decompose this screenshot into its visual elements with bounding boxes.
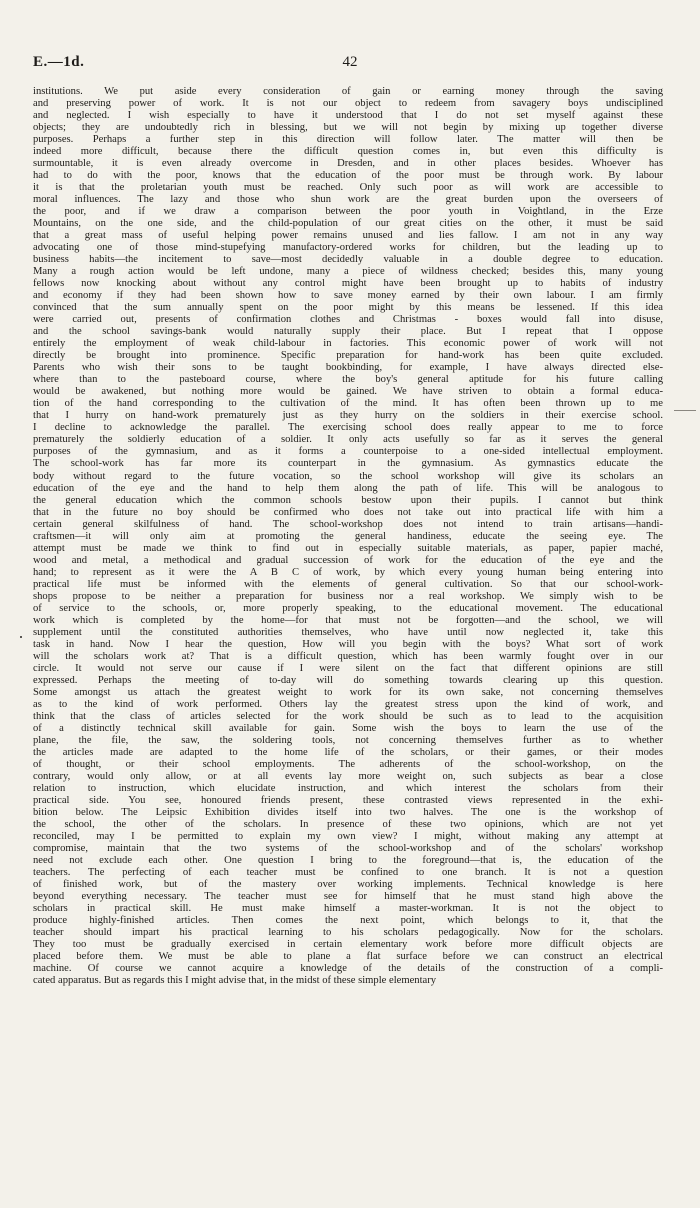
text-line: that in the future no boy should be confirmed who does not take out into practical life with him a <box>33 506 663 518</box>
text-line: relation to instruction, which elucidate instruction, and which interest the scholars from their <box>33 782 663 794</box>
text-line: expressed. Perhaps the meeting of to-day will do something towards clearing up this question. <box>33 674 663 686</box>
text-line: compromise, maintain that the two systems of the school-workshop and of the scholars' workshop <box>33 842 663 854</box>
text-line: prematurely the soldierly education of a soldier. It only acts usefully so far as it serves the general <box>33 434 663 446</box>
text-line: objects; they are undoubtedly rich in blessing, but we will not begin by mixing up together diverse <box>33 122 663 134</box>
text-line: craftsmen—it will only aim at promoting the general handiness, educate the seeing eye. The <box>33 530 663 542</box>
text-line: tion of the hand corresponding to the cultivation of the mind. It has often been thrown up to me <box>33 398 663 410</box>
body-text <box>33 86 663 987</box>
text-line: and preserving power of work. It is not our object to redeem from savagery boys undisciplined <box>33 98 663 110</box>
margin-mark <box>674 410 696 411</box>
text-line: of finished work, but of the mastery over working implements. Technical knowledge is here <box>33 879 663 891</box>
text-line: bition below. The Leipsic Exhibition divides itself into two halves. The one is the workshop of <box>33 806 663 818</box>
page-number: 42 <box>342 54 358 70</box>
margin-dot <box>20 636 22 638</box>
text-line: think that the class of articles selected for the work should be such as to lead to the acquisition <box>33 710 663 722</box>
text-line: practical side. You see, honoured friends present, these contrasted views represented in the exhi- <box>33 794 663 806</box>
text-line: teacher should impart his practical learning to his scholars pedagogically. Now for the scholars. <box>33 927 663 939</box>
text-line: convinced that the sum annually spent on the poor might by this means be lessened. If this idea <box>33 302 663 314</box>
text-line: as to the kind of work performed. Others lay the greatest stress upon the kind of work, and <box>33 698 663 710</box>
text-line: work which is completed by the home—for that must not be forgotten—and the school, we will <box>33 614 663 626</box>
text-line: circle. It would not serve our cause if I were silent on the fact that different opinions are still <box>33 662 663 674</box>
text-line: Some amongst us attach the greatest weight to work for its own sake, not concerning themselves <box>33 686 663 698</box>
text-line: They too must be gradually exercised in certain elementary work before more difficult objects are <box>33 939 663 951</box>
text-line: the articles made are adapted to the home life of the scholars, or their games, or their modes <box>33 746 663 758</box>
text-line: supplement until the constituted authorities themselves, who have until now neglected it, take this <box>33 626 663 638</box>
text-line: indeed more difficult, because there the difficult question comes in, but even this difficulty is <box>33 146 663 158</box>
text-line: certain general skilfulness of hand. The school-workshop does not intend to train artisans—handi- <box>33 518 663 530</box>
text-line: body without regard to the future vocation, so the school workshop will give its scholars an <box>33 470 663 482</box>
text-line: contrary, would only allow, or at all events lay more weight on, such subjects as bear a close <box>33 770 663 782</box>
text-line: Parents who wish their sons to be taught bookbinding, for example, I have always directed else- <box>33 362 663 374</box>
text-line: would be awakened, but nothing more would be gained. We have striven to obtain a formal educa- <box>33 386 663 398</box>
text-line: of service to the schools, or, more properly speaking, to the educational movement. The educational <box>33 602 663 614</box>
text-line: moral influences. The lazy and those who shun work are the great burden upon the overseers of <box>33 194 663 206</box>
text-line: of thought, or their school employments. The adherents of the school-workshop, on the <box>33 758 663 770</box>
text-line: it is that the proletarian youth must be reached. Only such poor as will work are accessible to <box>33 182 663 194</box>
text-line: the poor, and if we draw a comparison between the poor youth in Voightland, in the Erze <box>33 206 663 218</box>
text-line: task in hand. Now I hear the question, How will you begin with the boys? What sort of work <box>33 638 663 650</box>
text-line: the school, the other of the scholars. In presence of these two opinions, which are not yet <box>33 818 663 830</box>
text-line: and neglected. I wish especially to have it understood that I do not set myself against these <box>33 110 663 122</box>
text-line: placed before them. We must be able to plane a flat surface before we can construct an electrical <box>33 951 663 963</box>
text-line: were carried out, presents of confirmation clothes and Christmas - boxes would fall into disuse, <box>33 314 663 326</box>
text-line: purposes. Perhaps a further step in this direction will follow later. The matter will then be <box>33 134 663 146</box>
text-line: that I hurry on hand-work prematurely just as they hurry on the soldiers in their exercise school. <box>33 410 663 422</box>
text-line: attempt must be made we think to find out in especially suitable materials, as paper, papier maché, <box>33 542 663 554</box>
page-header <box>33 54 667 74</box>
text-line: The school-work has far more its counterpart in the gymnasium. As gymnastics educate the <box>33 458 663 470</box>
text-line: I decline to acknowledge the parallel. The exercising school does really appear to me to force <box>33 422 663 434</box>
document-reference: E.—1d. <box>33 54 85 70</box>
text-line: education of the eye and the hand to help them along the path of life. This will be analogous to <box>33 482 663 494</box>
text-line: hand; to represent as it were the A B C of work, by which every young human being entering into <box>33 566 663 578</box>
text-line: business habits—the incitement to save—most decidedly valuable in a double degree to education. <box>33 254 663 266</box>
text-line: Mountains, on the one side, and the child-population of our great cities on the other, it must be said <box>33 218 663 230</box>
text-line: that a great mass of useful helping power remains unused and lies fallow. I am not in any way <box>33 230 663 242</box>
text-line: directly be brought into prominence. Specific preparation for hand-work has been quite excluded. <box>33 350 663 362</box>
text-line: surmountable, it is even already overcome in Dresden, and in other places besides. Whoever has <box>33 158 663 170</box>
text-line: need not exclude each other. One question I bring to the foreground—that is, the education of the <box>33 855 663 866</box>
text-line: cated apparatus. But as regards this I might advise that, in the midst of these simple elementary <box>33 975 437 987</box>
text-line: reconciled, may I be permitted to explain my own view? I might, without making any attempt at <box>33 830 663 842</box>
text-line: will the scholars work at? That is a difficult question, which has been warmly fought over in our <box>33 650 663 662</box>
text-line: beyond everything necessary. The teacher must see for himself that he must stand high above the <box>33 891 663 903</box>
text-line: of a distinctly technical skill available for gain. Some wish the boys to learn the use of the <box>33 722 663 734</box>
text-line: fellows now knocking about without any control might have been brought up to habits of industry <box>33 278 663 290</box>
text-line: and economy if they had been shown how to save money earned by their own labour. I am firmly <box>33 290 663 302</box>
text-line: machine. Of course we cannot acquire a knowledge of the details of the construction of a compli- <box>33 963 663 975</box>
text-line: advocating one of those mind-stupefying manufactory-ordered works for children, but the leading up to <box>33 242 663 254</box>
text-line: plane, the file, the saw, the soldering tools, not concerning themselves further as to whether <box>33 734 663 746</box>
text-line: practical life must be informed with the elements of general cultivation. So that our school-work- <box>33 578 663 590</box>
text-line: teachers. The perfecting of each teacher must be confined to one branch. It is not a question <box>33 867 663 879</box>
text-line: had to do with the poor, knows that the education of the poor must be through work. By labour <box>33 170 663 182</box>
text-line: Many a rough action would be left undone, many a piece of wildness checked; besides this, many young <box>33 266 663 278</box>
text-line: produce highly-finished articles. Then comes the next point, which belongs to it, that the <box>33 915 663 927</box>
text-line: and the school savings-bank would naturally supply their place. But I repeat that I oppose <box>33 326 663 338</box>
text-line: purposes of the gymnasium, and as it forms a counterpoise to a one-sided intellectual employment. <box>33 446 663 458</box>
text-line: scholars in practical skill. He must make himself a master-workman. It is not the object to <box>33 903 663 915</box>
text-line: where than to the pasteboard course, where the boy's general aptitude for his future calling <box>33 374 663 386</box>
text-line: institutions. We put aside every consideration of gain or earning money through the saving <box>33 86 663 97</box>
text-line: entirely the employment of weak child-labour in factories. This economic power of work will not <box>33 338 663 350</box>
text-line: wood and metal, a methodical and gradual succession of work for the education of the eye and the <box>33 554 663 566</box>
text-line: shops propose to be neither a preparation for business nor a real workshop. We simply wish to be <box>33 590 663 602</box>
text-line: the general education which the common schools bestow upon their pupils. I cannot but think <box>33 494 663 506</box>
